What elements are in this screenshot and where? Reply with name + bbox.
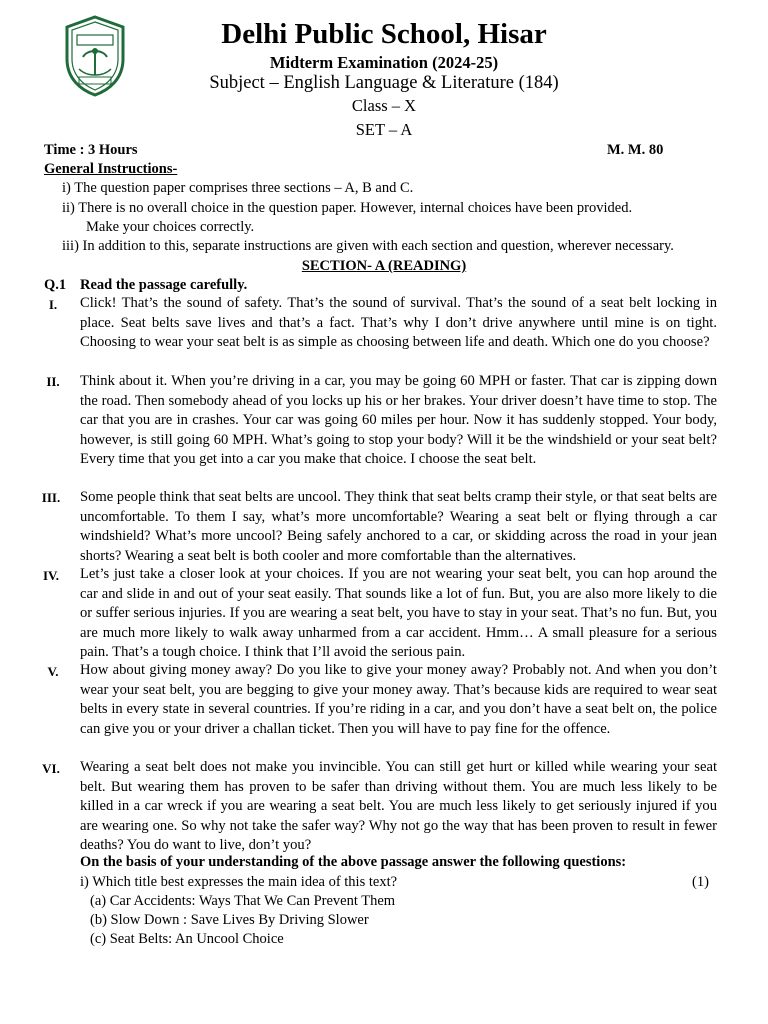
passage-paragraph: Click! That’s the sound of safety. That’s the sound of survival. That’s the sound of a seat belt locking in place. Seat belts save lives and that’s a fact. That’s why I don’t drive anywhere until mine is on tight. Choosing to wear your seat belt is as simple as choosing between life and death. Which one do you choose? [80, 295, 717, 350]
instructions-heading: General Instructions- [44, 161, 178, 177]
question-number: Q.1 [44, 277, 67, 293]
section-title: SECTION- A (READING) [301, 258, 467, 274]
passage-paragraph: Think about it. When you’re driving in a car, you may be going 60 MPH or faster. That car is zipping down the road. Then somebody ahead of you locks up his or her brakes. Your driver doesn’t have time to stop. The car that you are in crashes. Your car was going 60 miles per hour. Now it has suddenly stopped. Your body, however, is still going 60 MPH. What’s going to stop your body? Will it be the windshield or your seat belt? Every time that you get into a car you make that choice. I choose the seat belt. [80, 373, 717, 467]
instruction-item: Make your choices correctly. [86, 219, 255, 235]
instruction-item: i) The question paper comprises three sections – A, B and C. [62, 180, 414, 196]
passage-paragraph: How about giving money away? Do you like to give your money away? Probably not. And when you don’t wear your seat belt, you are begging to give your money away. That’s because kids are required to wear seat belts in every state in several countries. If you’re riding in a car, and you don’t have a seat belt on, the police can give you or your driver a challan ticket. Then you will have to pay fine for the offence. [80, 662, 717, 737]
exam-title: Midterm Examination (2024-25) [269, 53, 499, 72]
max-marks: M. M. 80 [607, 142, 664, 158]
instruction-item: iii) In addition to this, separate instructions are given with each section and question, wherever necessary. [62, 238, 674, 254]
question-prompt: Read the passage carefully. [80, 277, 248, 293]
school-crest-logo [61, 15, 129, 97]
paragraph-number: IV. [42, 568, 60, 583]
question-heading [44, 276, 247, 294]
paragraph-number: III. [41, 490, 61, 505]
instruction-item: ii) There is no overall choice in the question paper. However, internal choices have been provided. [62, 200, 633, 216]
answer-option: (b) Slow Down : Save Lives By Driving Slower [90, 912, 369, 928]
paragraph-number: VI. [42, 761, 60, 776]
answer-option: (c) Seat Belts: An Uncool Choice [90, 931, 284, 947]
passage-paragraph: Wearing a seat belt does not make you invincible. You can still get hurt or killed while wearing your seat belt. But wearing them has proven to be safer than driving without them. You are much less likely to be killed in a car wreck if you are wearing a seat belt. You are much less likely to get seriously injured if you are wearing one. So why not take the safer way? Why not go the way that has been proven to result in fewer deaths? You do want to live, don’t you? [80, 759, 717, 853]
passage-paragraph: Let’s just take a closer look at your choices. If you are not wearing your seat belt, you can hop around the car and slide in and out of your seat easily. That sounds like a lot of fun. But, you are also more likely to die or suffer serious injuries. If you are wearing a seat belt, you have to stay in your seat. That’s no fun. But, you are much more likely to walk away unharmed from a car accident. Hmm… A small pleasure for a serious pain. That’s a tough choice. I think that I’ll avoid the serious pain. [80, 566, 717, 660]
set-line: SET – A [355, 120, 413, 139]
paragraph-number: V. [47, 664, 59, 679]
passage-paragraph: Some people think that seat belts are uncool. They think that seat belts cramp their style, or that seat belts are uncomfortable. To them I say, what’s more uncomfortable? Wearing a seat belt or flying through a car windshield? What’s more uncool? Being safely anchored to a car, or skidding across the road in your jean shorts? Wearing a seat belt is both cooler and more comfortable than the alternatives. [80, 489, 717, 564]
subject-line: Subject – English Language & Literature (184) [209, 73, 559, 93]
question-marks: (1) [692, 874, 709, 890]
paragraph-number: II. [46, 374, 60, 389]
answer-option: (a) Car Accidents: Ways That We Can Prevent Them [90, 893, 396, 909]
time-allowed: Time : 3 Hours [44, 142, 138, 158]
questions-instruction: On the basis of your understanding of the above passage answer the following questions: [80, 854, 627, 870]
class-line: Class – X [351, 96, 417, 115]
school-name: Delhi Public School, Hisar [221, 18, 547, 50]
question-text: i) Which title best expresses the main idea of this text? [80, 874, 398, 890]
paragraph-number: I. [48, 297, 58, 312]
